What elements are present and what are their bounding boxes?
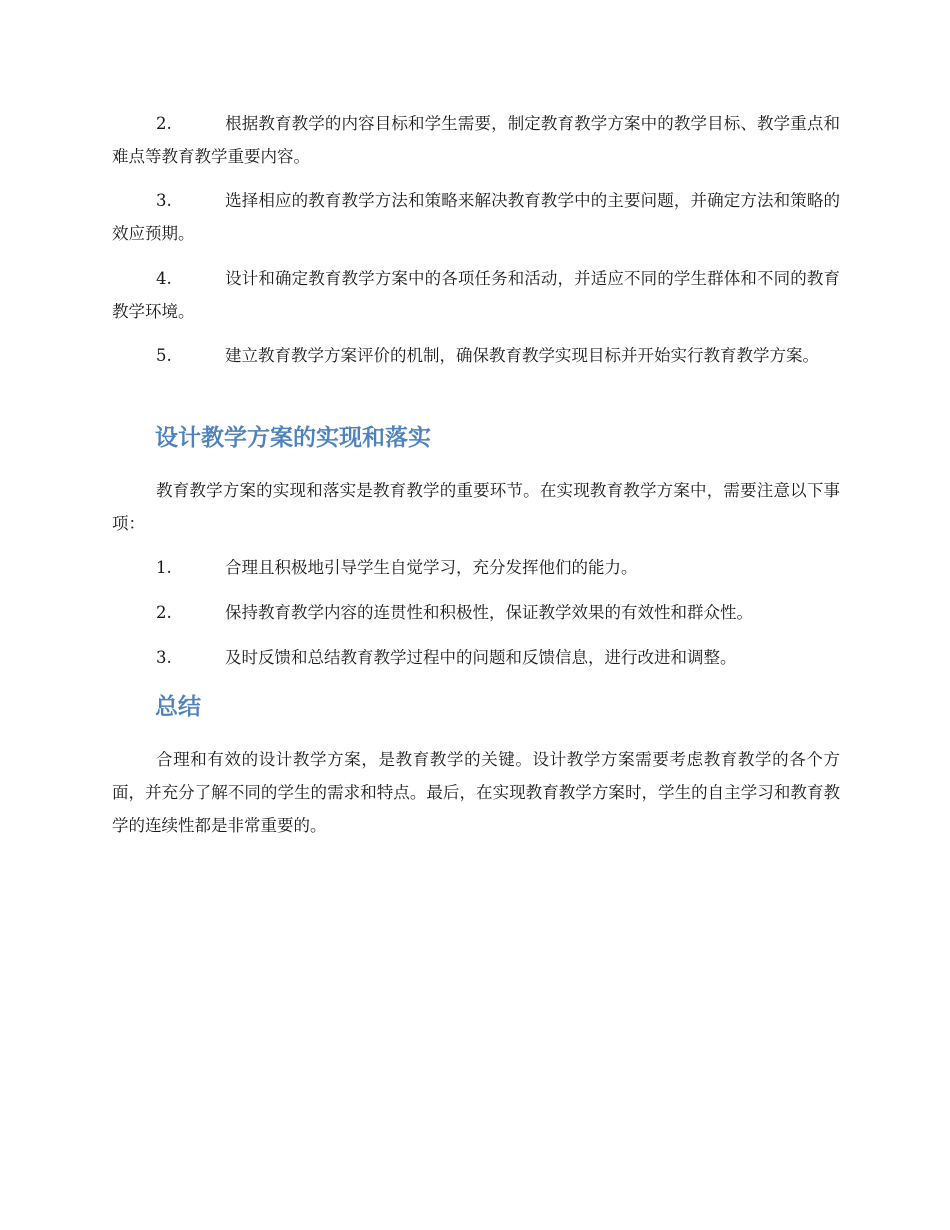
list-item-number: 3. <box>156 191 172 210</box>
list-item-text: 根据教育教学的内容目标和学生需要，制定教育教学方案中的教学目标、教学重点和难点等教育教学重要内容。 <box>112 114 840 166</box>
list-item-number: 5. <box>156 346 172 365</box>
list-item-text: 建立教育教学方案评价的机制，确保教育教学实现目标并开始实行教育教学方案。 <box>225 346 819 365</box>
list-item <box>112 184 840 250</box>
section-heading-summary: 总结 <box>155 694 201 720</box>
list-item-number: 1. <box>156 558 172 577</box>
list-item-text: 合理且积极地引导学生自觉学习，充分发挥他们的能力。 <box>225 558 638 577</box>
list-item-number: 2. <box>156 603 172 622</box>
list-item <box>112 262 840 328</box>
list-item <box>112 596 840 629</box>
list-item-number: 4. <box>156 269 172 288</box>
list-item-text: 选择相应的教育教学方法和策略来解决教育教学中的主要问题，并确定方法和策略的效应预期。 <box>112 191 840 243</box>
list-item-text: 保持教育教学内容的连贯性和积极性，保证教学效果的有效性和群众性。 <box>225 603 753 622</box>
list-item-text: 及时反馈和总结教育教学过程中的问题和反馈信息，进行改进和调整。 <box>225 648 737 667</box>
list-item <box>112 641 840 674</box>
section-intro-paragraph: 教育教学方案的实现和落实是教育教学的重要环节。在实现教育教学方案中，需要注意以下事项： <box>112 481 840 533</box>
list-item-number: 2. <box>156 114 172 133</box>
list-item <box>112 339 840 372</box>
list-item-number: 3. <box>156 648 172 667</box>
list-item-text: 设计和确定教育教学方案中的各项任务和活动，并适应不同的学生群体和不同的教育教学环境。 <box>112 269 840 321</box>
summary-paragraph: 合理和有效的设计教学方案，是教育教学的关键。设计教学方案需要考虑教育教学的各个方面，并充分了解不同的学生的需求和特点。最后，在实现教育教学方案时，学生的自主学习和教育教学的连续性都是非常重要的。 <box>112 750 840 835</box>
list-item <box>112 551 840 584</box>
list-item <box>112 107 840 173</box>
section-heading-implementation: 设计教学方案的实现和落实 <box>155 425 431 451</box>
